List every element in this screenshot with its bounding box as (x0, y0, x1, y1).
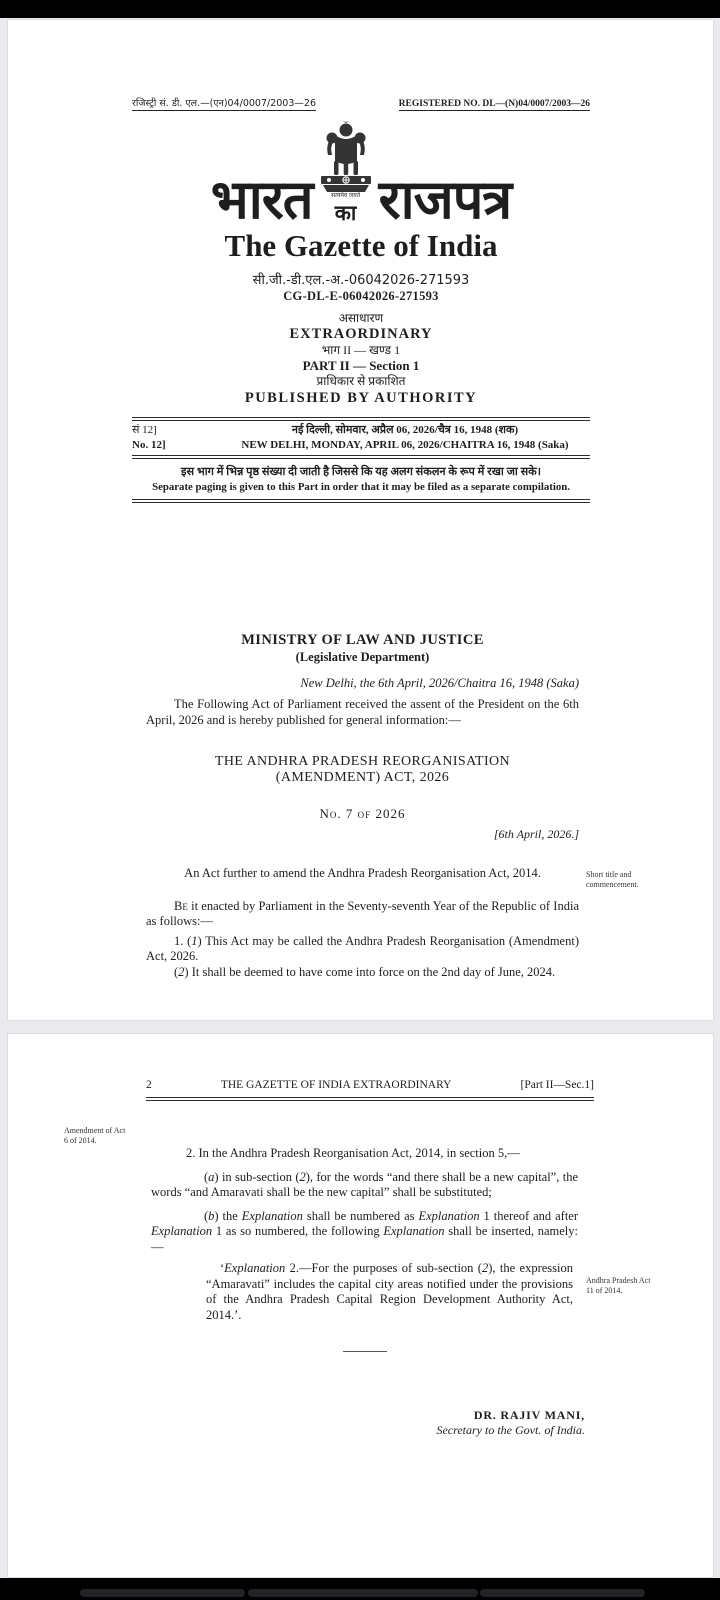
separate-paging-note-hindi: इस भाग में भिन्न पृष्ठ संख्या दी जाती है जिससे कि यह अलग संकलन के रूप में रखा जा सके। (181, 466, 541, 478)
masthead-bharat: भारत (210, 170, 313, 231)
act-title-line2: (AMENDMENT) ACT, 2026 (275, 770, 450, 785)
ministry-heading: MINISTRY OF LAW AND JUSTICE (241, 632, 484, 648)
page2-header-block (146, 1034, 594, 1101)
explanation-2-block: ‘Explanation 2.—For the purposes of sub-section (2), the expression “Amaravati” includes the capital city areas notified under the provisions of the Andhra Pradesh Capital Region Development Authority Act, 2014.’. (206, 1261, 573, 1322)
gazette-code-english: CG-DL-E-06042026-271593 (283, 289, 439, 303)
act-purpose-line: An Act further to amend the Andhra Pradesh Reorganisation Act, 2014. (184, 866, 541, 880)
place-and-date-line: New Delhi, the 6th April, 2026/Chaitra 16, 1948 (Saka) (300, 676, 579, 690)
masthead-ka: का (334, 201, 357, 225)
navigation-bar (0, 1578, 720, 1600)
dateline-english: NEW DELHI, MONDAY, APRIL 06, 2026/CHAITRA 16, 1948 (Saka) (241, 439, 569, 451)
emblem-motto: सत्यमेव जयते (331, 193, 361, 199)
margin-note-ap-act: Andhra Pradesh Act 11 of 2014. (586, 1276, 651, 1295)
section2-clause-a: (a) in sub-section (2), for the words “and there shall be a new capital”, the words “and Amaravati shall be the new capital” shall be substituted; (151, 1169, 578, 1199)
nav-bar-button-left[interactable] (80, 1589, 245, 1597)
signature-block (151, 1408, 585, 1438)
issue-dateline-row (132, 421, 590, 455)
issue-number-english: No. 12] (132, 439, 166, 451)
double-rule (132, 499, 590, 503)
section1-subsection2: (2) It shall be deemed to have come into force on the 2nd day of June, 2024. (174, 964, 556, 979)
extraordinary-english: EXTRAORDINARY (289, 326, 433, 342)
dateline-hindi: नई दिल्ली, सोमवार, अप्रैल 06, 2026/चैत्र 16, 1948 (शक) (291, 424, 519, 436)
status-bar (0, 0, 720, 18)
page1-body-block (146, 632, 579, 980)
gazette-page-2 (7, 1033, 714, 1578)
margin-note-short-title: Short title and commencement. (586, 870, 639, 889)
registry-number-english: REGISTERED NO. DL—(N)04/0007/2003—26 (398, 99, 590, 109)
masthead (132, 121, 590, 231)
page2-body-block (151, 1146, 585, 1438)
masthead-rajpatra: राजपत्र (378, 170, 512, 231)
double-rule (132, 455, 590, 459)
margin-note-amendment: Amendment of Act 6 of 2014. (64, 1126, 126, 1145)
signatory-designation: Secretary to the Govt. of India. (436, 1423, 585, 1437)
national-emblem-icon (319, 121, 373, 195)
section2-intro: 2. In the Andhra Pradesh Reorganisation Act, 2014, in section 5,— (186, 1146, 520, 1160)
signatory-name: DR. RAJIV MANI, (473, 1408, 585, 1422)
page1-header-block (132, 20, 590, 503)
section-separator-rule (343, 1351, 387, 1352)
registry-number-hindi: रजिस्ट्री सं. डी. एल.—(एन)04/0007/2003—26 (132, 98, 316, 109)
act-title-line1: THE ANDHRA PRADESH REORGANISATION (214, 754, 511, 769)
act-assent-date: [6th April, 2026.] (493, 827, 579, 841)
part-section-ref: [Part II—Sec.1] (520, 1079, 594, 1091)
issue-number-hindi: सं 12] (132, 424, 157, 436)
extraordinary-hindi: असाधारण (338, 311, 384, 325)
gazette-code-hindi: सी.जी.-डी.एल.-अ.-06042026-271593 (252, 273, 470, 288)
department-subheading: (Legislative Department) (295, 650, 430, 664)
double-rule (146, 1097, 594, 1101)
page-number: 2 (146, 1079, 152, 1091)
running-title: THE GAZETTE OF INDIA EXTRAORDINARY (220, 1079, 452, 1091)
separate-paging-note-english: Separate paging is given to this Part in order that it may be filed as a separate compilation. (152, 481, 570, 493)
act-number: No. 7 of 2026 (319, 806, 406, 821)
part-section-hindi: भाग II — खण्ड 1 (321, 343, 401, 357)
nav-bar-button-right[interactable] (480, 1589, 645, 1597)
running-header (146, 1078, 594, 1093)
assent-paragraph: The Following Act of Parliament received the assent of the President on the 6th April, 2026 and is hereby published for general information:— (146, 697, 579, 727)
nav-bar-button-center[interactable] (248, 1589, 478, 1597)
authority-english: PUBLISHED BY AUTHORITY (244, 390, 478, 406)
section2-clause-b: (b) the Explanation shall be numbered as Explanation 1 thereof and after Explanation 1 as so numbered, the following Explanation shall be inserted, namely:— (151, 1208, 579, 1254)
part-section-english: PART II — Section 1 (302, 358, 420, 373)
masthead-center-column (319, 121, 373, 226)
gazette-page-1 (7, 19, 714, 1021)
enactment-paragraph: Be it enacted by Parliament in the Seventy-seventh Year of the Republic of India as follows:— (146, 898, 579, 928)
registry-row (132, 96, 590, 111)
section1-subsection1: 1. (1) This Act may be called the Andhra Pradesh Reorganisation (Amendment) Act, 2026. (146, 933, 579, 963)
gazette-title-english: The Gazette of India (224, 228, 498, 263)
authority-hindi: प्राधिकार से प्रकाशित (316, 374, 406, 388)
